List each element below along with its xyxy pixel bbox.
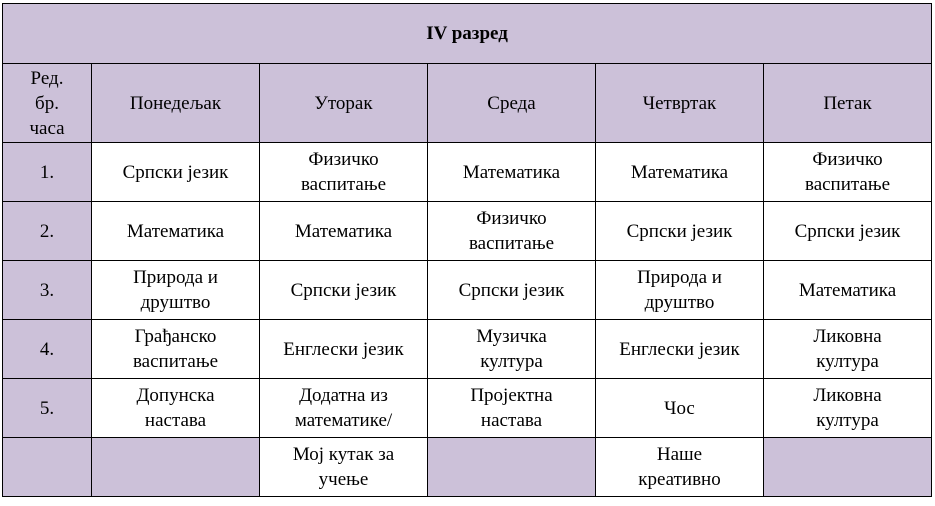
lesson-cell: Грађанско васпитање (92, 320, 260, 379)
period-number: 5. (3, 379, 92, 438)
lesson-cell: Физичко васпитање (260, 143, 428, 202)
period-number: 1. (3, 143, 92, 202)
lesson-cell: Природа и друштво (596, 261, 764, 320)
empty-cell (428, 438, 596, 497)
lesson-cell: Српски језик (92, 143, 260, 202)
lesson-cell: Енглески језик (260, 320, 428, 379)
lesson-cell: Наше креативно (596, 438, 764, 497)
lesson-cell: Музичка култура (428, 320, 596, 379)
empty-cell (764, 438, 932, 497)
lesson-cell: Додатна из математике/ (260, 379, 428, 438)
table-row (3, 438, 932, 497)
lesson-cell: Мој кутак за учење (260, 438, 428, 497)
lesson-cell: Ликовна култура (764, 320, 932, 379)
lesson-cell: Физичко васпитање (764, 143, 932, 202)
day-header-thursday: Четвртак (596, 64, 764, 143)
class-schedule-table (2, 3, 932, 497)
empty-cell (92, 438, 260, 497)
table-row (3, 202, 932, 261)
table-row (3, 261, 932, 320)
lesson-cell: Математика (596, 143, 764, 202)
lesson-cell: Физичко васпитање (428, 202, 596, 261)
lesson-cell: Математика (260, 202, 428, 261)
table-row (3, 379, 932, 438)
period-number: 2. (3, 202, 92, 261)
lesson-cell: Енглески језик (596, 320, 764, 379)
period-number: 3. (3, 261, 92, 320)
lesson-cell: Математика (764, 261, 932, 320)
lesson-cell: Чос (596, 379, 764, 438)
lesson-cell: Пројектна настава (428, 379, 596, 438)
lesson-cell: Математика (92, 202, 260, 261)
period-number: 4. (3, 320, 92, 379)
day-header-tuesday: Уторак (260, 64, 428, 143)
day-header-wednesday: Среда (428, 64, 596, 143)
lesson-cell: Српски језик (764, 202, 932, 261)
day-header-friday: Петак (764, 64, 932, 143)
period-number (3, 438, 92, 497)
lesson-cell: Допунска настава (92, 379, 260, 438)
schedule-title: IV разред (3, 4, 932, 64)
table-row (3, 320, 932, 379)
lesson-cell: Српски језик (260, 261, 428, 320)
lesson-cell: Ликовна култура (764, 379, 932, 438)
lesson-cell: Српски језик (428, 261, 596, 320)
period-column-header: Ред. бр. часа (3, 64, 92, 143)
day-header-monday: Понедељак (92, 64, 260, 143)
title-row (3, 4, 932, 64)
lesson-cell: Српски језик (596, 202, 764, 261)
lesson-cell: Математика (428, 143, 596, 202)
lesson-cell: Природа и друштво (92, 261, 260, 320)
header-row (3, 64, 932, 143)
table-row (3, 143, 932, 202)
schedule-container (2, 3, 932, 497)
